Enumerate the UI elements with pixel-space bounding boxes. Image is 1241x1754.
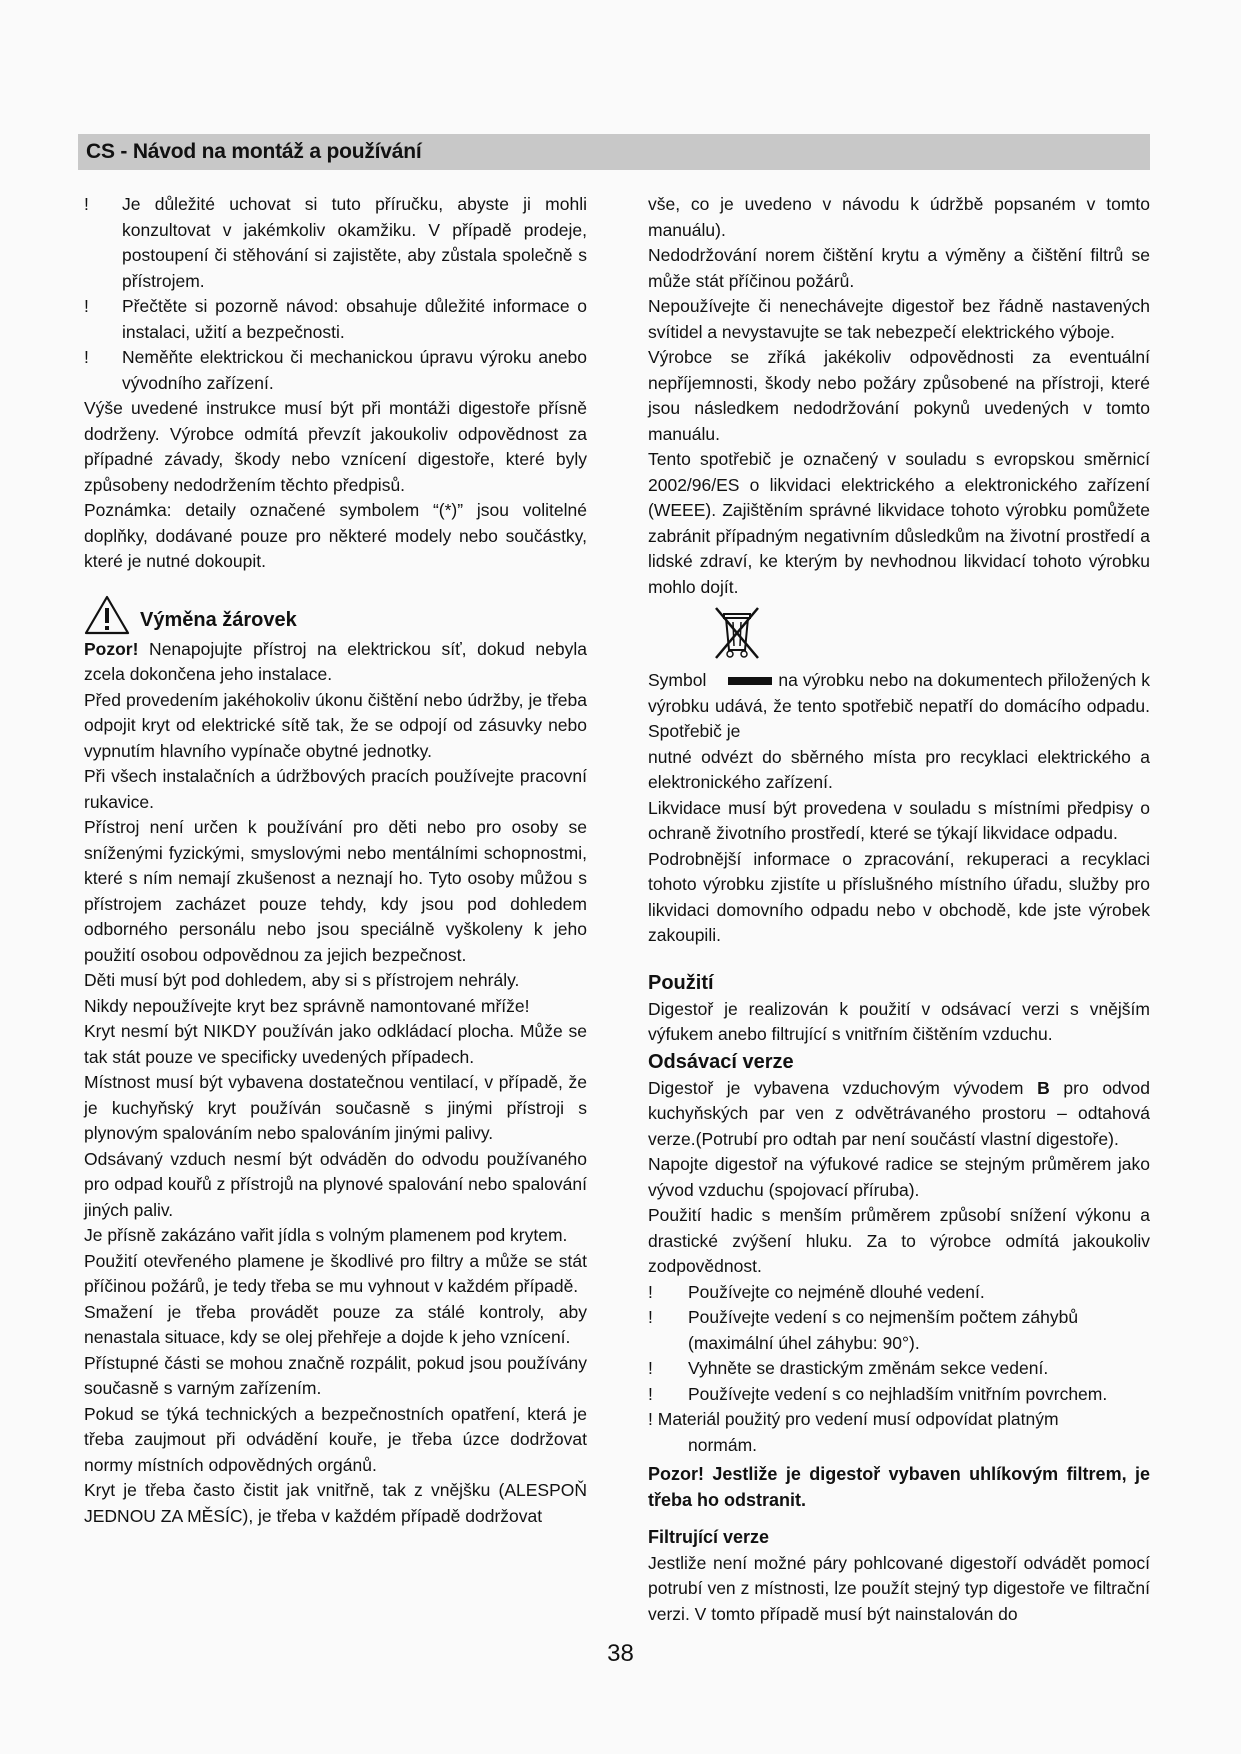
paragraph: nutné odvézt do sběrného místa pro recyklaci elektrického a elektronického zařízení. bbox=[648, 746, 1150, 792]
paragraph: Podrobnější informace o zpracování, rekuperaci a recyklaci tohoto výrobku zjistíte u příslušného místního úřadu, služby pro likvidaci domovního odpadu nebo v obchodě, kde jste výrobek zakoupili. bbox=[648, 848, 1150, 945]
paragraph: vše, co je uvedeno v návodu k údržbě popsaném v tomto manuálu). bbox=[648, 194, 1150, 240]
bullet-mark: ! bbox=[648, 1307, 653, 1327]
bullet-mark: ! bbox=[84, 347, 89, 367]
paragraph: Poznámka: detaily označené symbolem “(*)” jsou volitelné doplňky, dodávané pouze pro některé modely nebo součástky, které je nutné dokoupit. bbox=[84, 500, 587, 571]
paragraph: Nedodržování norem čištění krytu a výměny a čištění filtrů se může stát příčinou požárů. bbox=[648, 245, 1150, 291]
bullet-mark: ! bbox=[648, 1358, 653, 1378]
paragraph: Výrobce se zříká jakékoliv odpovědnosti za eventuální nepříjemnosti, škody nebo požáry způsobené na přístroji, které jsou následkem nedodržování pokynů uvedených v tomto manuálu. bbox=[648, 347, 1150, 444]
carbon-filter-warning: Pozor! Jestliže je digestoř vybaven uhlíkovým filtrem, je třeba ho odstranit. bbox=[648, 1464, 1150, 1510]
symbol-text: na výrobku nebo na dokumentech přiložených k výrobku udává, že tento spotřebič nepatří do domácího odpadu. Spotřebič je bbox=[648, 670, 1150, 741]
section-title: CS - Návod na montáž a používání bbox=[86, 140, 422, 163]
bullet-mark: ! bbox=[648, 1281, 653, 1302]
bullet-mark: ! bbox=[84, 194, 89, 214]
paragraph: Místnost musí být vybavena dostatečnou ventilací, v případě, že je kuchyňský kryt používán současně s jinými přístroji s plynovým spalováním nebo spalováním jinými palivy. bbox=[84, 1072, 587, 1143]
paragraph: Odsávaný vzduch nesmí být odváděn do odvodu používaného pro odpad kouřů z přístrojů na plynové spalování nebo spalování jiných paliv. bbox=[84, 1148, 587, 1220]
section-header bbox=[78, 134, 1150, 170]
paragraph: Nepoužívejte či nenechávejte digestoř bez řádně nastavených svítidel a nevystavujte se tak nebezpečí elektrického výboje. bbox=[648, 296, 1150, 342]
section-title-exhaust: Odsávací verze bbox=[648, 1050, 794, 1073]
paragraph: Pokud se týká technických a bezpečnostních opatření, která je třeba zaujmout při odvádění kouře, je třeba úzce dodržovat normy místních odpovědných orgánů. bbox=[84, 1403, 587, 1475]
paragraph bbox=[648, 1076, 1150, 1153]
pozor-text: Nenapojujte přístroj na elektrickou síť, dokud nebyla zcela dokončena jeho instalace. bbox=[84, 638, 587, 684]
bullet-mark: ! bbox=[648, 1383, 653, 1404]
duct-tip bbox=[648, 1382, 1150, 1408]
black-bar-icon bbox=[728, 677, 772, 685]
paragraph: Kryt je třeba často čistit jak vnitřně, tak z vnějšku (ALESPOŇ JEDNOU ZA MĚSÍC), je třeba v každém případě dodržovat bbox=[84, 1480, 587, 1526]
paragraph: Nikdy nepoužívejte kryt bez správně namontované mříže! bbox=[84, 995, 530, 1016]
duct-tip bbox=[648, 1280, 1150, 1306]
paragraph: Při všech instalačních a údržbových pracích používejte pracovní rukavice. bbox=[84, 766, 587, 812]
paragraph: Použití otevřeného plamene je škodlivé pro filtry a může se stát příčinou požárů, je tedy třeba se mu vyhnout v každém případě. bbox=[84, 1250, 587, 1296]
paragraph: Přístroj není určen k používání pro děti nebo pro osoby se sníženými fyzickými, smyslovými nebo mentálními schopnostmi, které s ním nemají zkušenost a neznají ho. Tyto osoby můžou s přístrojem zacházet pouze tehdy, kdy jsou pod dohledem odborného personálu nebo jsou speciálně vyškoleny k jeho použití osobou odpovědnou za jejich bezpečnost. bbox=[84, 817, 587, 965]
section-title-filter: Filtrující verze bbox=[648, 1527, 770, 1547]
paragraph: Děti musí být pod dohledem, aby si s přístrojem nehrály. bbox=[84, 970, 520, 990]
paragraph: Přístupné části se mohou značně rozpálit, pokud jsou používány současně s varným zařízením. bbox=[84, 1352, 587, 1398]
paragraph: Likvidace musí být provedena v souladu s místními předpisy o ochraně životního prostředí, které se týkají likvidace odpadu. bbox=[648, 797, 1150, 843]
tip-text: normám. bbox=[688, 1434, 758, 1455]
paragraph: Tento spotřebič je označený v souladu s evropskou směrnicí 2002/96/ES o likvidaci elektrického a elektronického zařízení (WEEE). Zajištěním správné likvidace tohoto výrobku pomůžete zabránit případným negativním důsledkům na životní prostředí a lidské zdraví, ke kterým by nevhodnou likvidací tohoto výrobku mohlo dojít. bbox=[648, 449, 1150, 597]
warning-item bbox=[84, 192, 587, 294]
warning-item bbox=[84, 294, 587, 345]
paragraph: Je přísně zakázáno vařit jídla s volným plamenem pod krytem. bbox=[84, 1225, 568, 1245]
outlet-letter: B bbox=[1037, 1077, 1050, 1098]
duct-tip bbox=[648, 1356, 1150, 1382]
page-number: 38 bbox=[607, 1640, 634, 1667]
exhaust-text: Digestoř je vybavena vzduchovým vývodem bbox=[648, 1077, 1038, 1098]
left-column bbox=[84, 192, 587, 1529]
paragraph: Kryt nesmí být NIKDY používán jako odkládací plocha. Může se tak stát pouze ve specificky uvedených případech. bbox=[84, 1021, 587, 1067]
bullet-mark: ! bbox=[648, 1409, 653, 1429]
warning-text: Přečtěte si pozorně návod: obsahuje důležité informace o instalaci, užití a bezpečnosti. bbox=[122, 296, 587, 342]
symbol-label: Symbol bbox=[648, 670, 707, 690]
weee-symbol bbox=[648, 604, 1150, 662]
exhaust-text: pro odvod kuchyňských par ven z odvětrávaného prostoru – odtahová verze.(Potrubí pro odtah par není součástí vlastní digestoře). bbox=[648, 1077, 1150, 1149]
tip-text: Používejte vedení s co nejmenším počtem záhybů (maximální úhel záhybu: 90°). bbox=[688, 1307, 1079, 1353]
warning-item bbox=[84, 345, 587, 396]
paragraph bbox=[84, 637, 587, 688]
warning-text: Je důležité uchovat si tuto příručku, abyste ji mohli konzultovat v jakémkoliv okamžiku. V případě prodeje, postoupení či stěhování si zajistěte, aby zůstala společně s přístrojem. bbox=[122, 194, 587, 291]
tip-text: Vyhněte se drastickým změnám sekce vedení. bbox=[688, 1358, 1049, 1378]
right-column bbox=[648, 192, 1150, 1627]
warning-triangle-icon bbox=[84, 595, 130, 635]
paragraph: Jestliže není možné páry pohlcované digestoří odvádět pomocí potrubí ven z místnosti, lze použít stejný typ digestoře ve filtrační verzi. V tomto případě musí být nainstalován do bbox=[648, 1552, 1150, 1624]
paragraph: Napojte digestoř na výfukové radice se stejným průměrem jako vývod vzduchu (spojovací příruba). bbox=[648, 1154, 1150, 1200]
tip-text: Používejte co nejméně dlouhé vedení. bbox=[688, 1281, 985, 1302]
tip-text: Materiál použitý pro vedení musí odpovídat platným bbox=[657, 1409, 1059, 1429]
warning-text: Neměňte elektrickou či mechanickou úpravu výroku anebo vývodního zařízení. bbox=[122, 347, 587, 393]
section-title-use: Použití bbox=[648, 971, 714, 994]
bullet-mark: ! bbox=[84, 296, 89, 316]
paragraph: Smažení je třeba provádět pouze za stálé kontroly, aby nenastala situace, kdy se olej přehřeje a dojde k jeho vznícení. bbox=[84, 1301, 587, 1347]
paragraph: Použití hadic s menším průměrem způsobí snížení výkonu a drastické zvýšení hluku. Za to výrobce odmítá jakoukoliv zodpovědnost. bbox=[648, 1205, 1150, 1276]
duct-tip bbox=[648, 1407, 1150, 1458]
pozor-label: Pozor! bbox=[84, 638, 139, 659]
paragraph: Před provedením jakéhokoliv úkonu čištění nebo údržby, je třeba odpojit kryt od elektrické sítě tak, že se odpojí od zásuvky nebo vypnutím hlavního vypínače obytné jednotky. bbox=[84, 689, 587, 761]
bulb-section-heading bbox=[84, 595, 587, 635]
paragraph bbox=[648, 668, 1150, 745]
tip-text: Používejte vedení s co nejhladším vnitřním povrchem. bbox=[688, 1383, 1108, 1404]
paragraph: Výše uvedené instrukce musí být při montáži digestoře přísně dodrženy. Výrobce odmítá převzít jakoukoliv odpovědnost za případné závady, škody nebo vznícení digestoře, které byly způsobeny nedodržením těchto předpisů. bbox=[84, 398, 587, 495]
duct-tip bbox=[648, 1305, 1150, 1356]
paragraph: Digestoř je realizován k použití v odsávací verzi s vnějším výfukem anebo filtrující s vnitřním čištěním vzduchu. bbox=[648, 998, 1150, 1044]
section-title-bulbs: Výměna žárovek bbox=[140, 608, 297, 631]
crossed-bin-icon bbox=[708, 604, 766, 662]
